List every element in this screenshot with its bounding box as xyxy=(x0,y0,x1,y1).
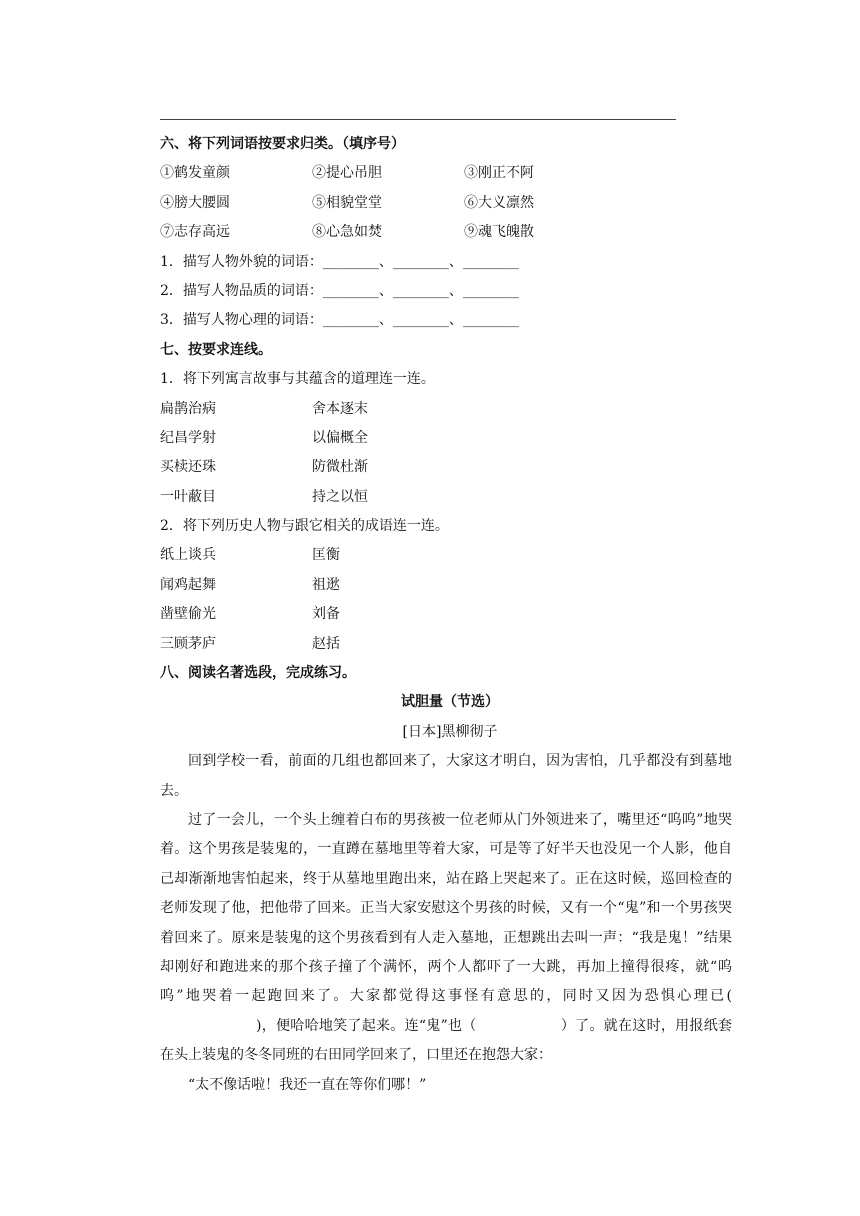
word-row xyxy=(160,189,740,218)
question-line: 1．将下列寓言故事与其蕴含的道理连一连。 xyxy=(160,371,435,388)
word-item: ⑧心急如焚 xyxy=(312,224,382,241)
question-line: 2．描写人物品质的词语：________、________、________ xyxy=(160,282,519,299)
section7-heading: 七、按要求连线。 xyxy=(160,341,272,358)
match-left: 一叶蔽目 xyxy=(160,488,216,505)
word-item: ⑤相貌堂堂 xyxy=(312,194,382,211)
match-row xyxy=(160,630,740,659)
section6-heading: 六、将下列词语按要求归类。（填序号） xyxy=(160,136,405,152)
match-right: 舍本逐末 xyxy=(312,400,368,417)
paragraph-text: ）了。就在这时，用报纸套在头上装鬼的冬冬同班的右田同学回来了，口里还在抱怨大家： xyxy=(160,1017,732,1064)
paragraph-text: 过了一会儿，一个头上缠着白布的男孩被一位老师从门外领进来了，嘴里还“呜呜”地哭着。这个男孩是装鬼的，一直蹲在墓地里等着大家，可是等了好半天也没见一个人影，他自己却渐渐地害怕起来，终于从墓地里跑出来，站在路上哭起来了。正在这时候，巡回检查的老师发现了他，把他带了回来。正当大家安慰这个男孩的时候，又有一个“鬼”和一个男孩哭着回来了。原来是装鬼的这个男孩看到有人走入墓地，正想跳出去叫一声：“我是鬼！”结果却刚好和跑进来的那个孩子撞了个满怀，两个人都吓了一大跳，再加上撞得很疼，就“呜呜”地哭着一起跑回来了。大家都觉得这事怪有意思的，同时又因为恐惧心理已( xyxy=(160,812,732,1005)
match-row xyxy=(160,424,740,453)
match-row xyxy=(160,541,740,570)
word-item: ①鹤发童颜 xyxy=(160,165,230,182)
match-right: 祖逖 xyxy=(312,576,340,593)
match-row xyxy=(160,600,740,629)
match-left: 纪昌学射 xyxy=(160,429,216,446)
match-left: 纸上谈兵 xyxy=(160,547,216,564)
word-item: ④膀大腰圆 xyxy=(160,194,230,211)
match-right: 刘备 xyxy=(312,606,340,623)
match-row xyxy=(160,571,740,600)
word-item: ②提心吊胆 xyxy=(312,165,382,182)
paragraph-text: )，便哈哈地笑了起来。连“鬼”也（ xyxy=(256,1017,477,1034)
match-left: 凿壁偷光 xyxy=(160,606,216,623)
word-item: ⑦志存高远 xyxy=(160,224,230,241)
word-row xyxy=(160,218,740,247)
match-left: 三顾茅庐 xyxy=(160,635,216,652)
match-left: 买椟还珠 xyxy=(160,459,216,476)
match-left: 扁鹊治病 xyxy=(160,400,216,417)
passage-paragraph: “太不像话啦！我还一直在等你们哪！” xyxy=(188,1076,427,1093)
question-line: 1．描写人物外貌的词语：________、________、________ xyxy=(160,253,519,270)
word-item: ③刚正不阿 xyxy=(464,165,534,182)
match-right: 持之以恒 xyxy=(312,488,368,505)
match-row xyxy=(160,395,740,424)
content xyxy=(160,130,740,1100)
top-divider xyxy=(160,119,676,120)
match-row xyxy=(160,453,740,482)
passage-author: [日本]黑柳彻子 xyxy=(402,723,498,740)
passage-paragraph: 回到学校一看，前面的几组也都回来了，大家这才明白，因为害怕，几乎都没有到墓地去。 xyxy=(160,753,732,799)
question-line: 3．描写人物心理的词语：________、________、________ xyxy=(160,312,519,329)
word-row xyxy=(160,159,740,188)
match-right: 防微杜渐 xyxy=(312,459,368,476)
section8-heading: 八、阅读名著选段，完成练习。 xyxy=(160,665,356,682)
question-line: 2．将下列历史人物与跟它相关的成语连一连。 xyxy=(160,518,449,535)
passage-title: 试胆量（节选） xyxy=(401,694,499,711)
word-item: ⑨魂飞魄散 xyxy=(464,224,534,241)
match-right: 以偏概全 xyxy=(312,429,368,446)
word-item: ⑥大义凛然 xyxy=(464,194,534,211)
match-row xyxy=(160,483,740,512)
match-right: 赵括 xyxy=(312,635,340,652)
passage-paragraph xyxy=(160,806,732,1071)
match-left: 闻鸡起舞 xyxy=(160,576,216,593)
match-right: 匡衡 xyxy=(312,547,340,564)
